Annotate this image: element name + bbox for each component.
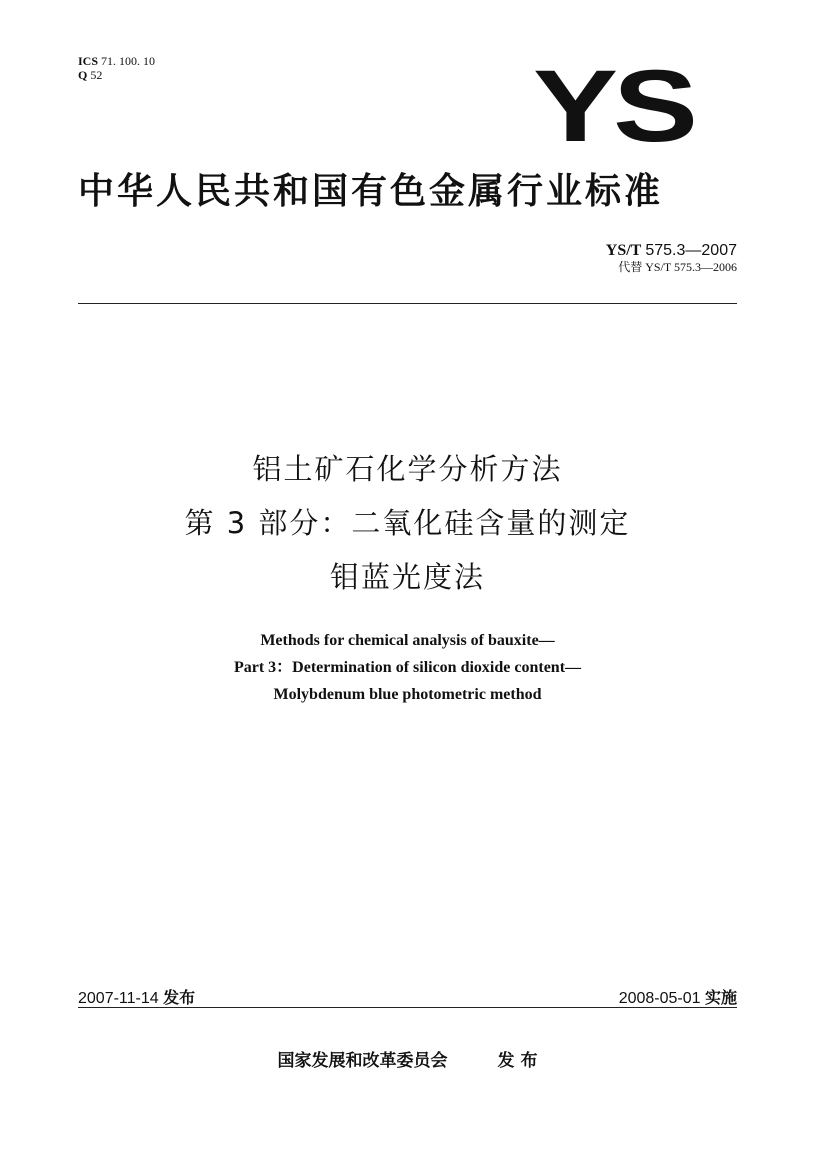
standard-code-number: 575.3—2007 (645, 242, 737, 259)
implementation-word: 实施 (704, 988, 737, 1007)
english-title-line-3: Molybdenum blue photometric method (273, 686, 542, 703)
ics-label: ICS (78, 54, 99, 68)
replaces-standard: 代替 YS/T 575.3—2006 (618, 260, 737, 274)
issue-date-value: 2007-11-14 (78, 990, 159, 1007)
english-title (0, 627, 815, 708)
english-title-line-2: Part 3：Determination of silicon dioxide content— (233, 659, 582, 676)
standard-code-prefix: YS/T (605, 242, 642, 259)
ys-logo: YS (533, 49, 694, 163)
chinese-title (0, 442, 815, 604)
chinese-title-line-2: 第 3 部分：二氧化硅含量的测定 (184, 506, 631, 540)
implementation-date-value: 2008-05-01 (618, 990, 701, 1007)
q-label: Q (78, 68, 88, 82)
issue-word: 发布 (163, 988, 196, 1007)
issue-date (78, 985, 195, 1008)
classification-codes (78, 54, 155, 82)
publisher-action: 发 布 (497, 1051, 538, 1071)
ics-code (78, 54, 155, 68)
footer-divider (78, 1007, 737, 1008)
ics-value: 71. 100. 10 (101, 54, 156, 68)
implementation-date (619, 985, 737, 1008)
english-title-line-1: Methods for chemical analysis of bauxite— (260, 632, 555, 649)
chinese-title-line-3: 钼蓝光度法 (329, 560, 485, 594)
publisher-name: 国家发展和改革委员会 (277, 1051, 448, 1071)
q-code (78, 68, 155, 82)
standard-code (606, 242, 737, 259)
chinese-title-line-1: 铝土矿石化学分析方法 (252, 452, 563, 486)
q-value: 52 (90, 68, 103, 82)
publisher (0, 1046, 815, 1071)
industry-standard-title: 中华人民共和国有色金属行业标准 (78, 171, 664, 212)
header-divider (78, 303, 737, 304)
